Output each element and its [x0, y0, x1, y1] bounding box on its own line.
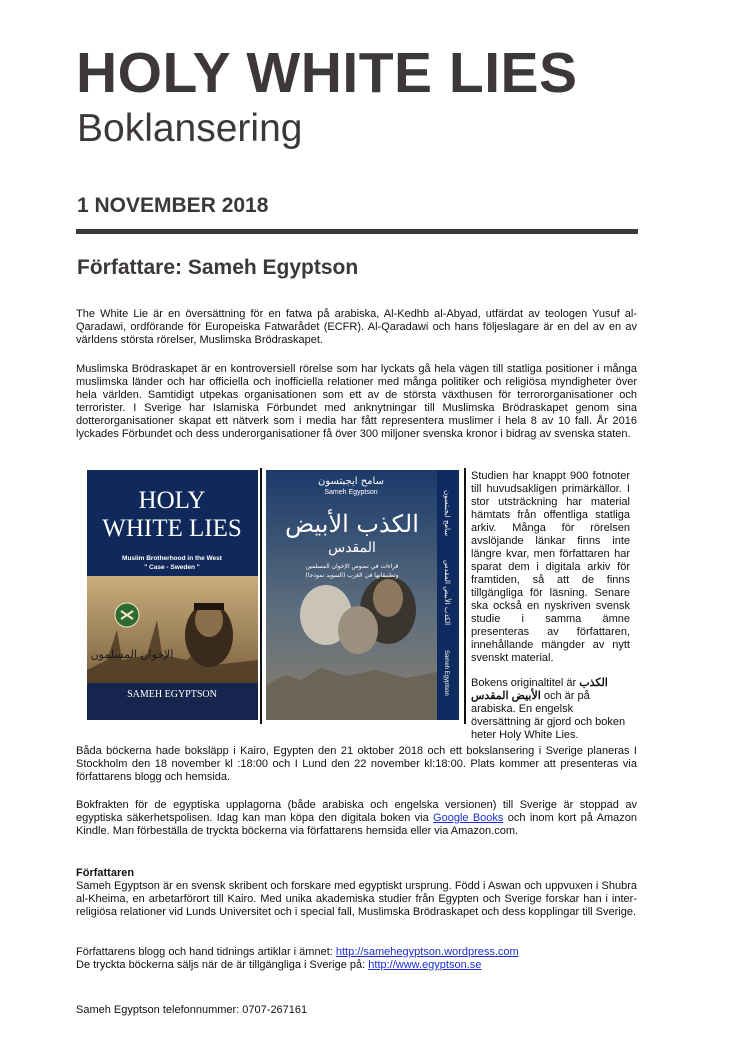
- intro-paragraph: The White Lie är en översättning för en fatwa på arabiska, Al-Kedhb al-Abyad, utfärdat av teologen Yusuf al-Qaradawi, ordförande för Europeiska Fatwarådet (ECFR). Al-Qaradawi och hans följeslagare är en del av en av världens största rörelser, Muslimska Brödraskapet.: [76, 308, 637, 346]
- cover-ar-spine-author: Sameh Egyptson: [443, 650, 449, 696]
- book-cover-english: [87, 470, 258, 720]
- shipping-paragraph: [76, 799, 637, 838]
- phone-number: Sameh Egyptson telefonnummer: 0707-267161: [76, 1004, 308, 1016]
- original-title-paragraph: [471, 677, 630, 742]
- column-divider-left: [260, 468, 262, 724]
- cover-ar-author-ar: سامح ايجبتسون: [318, 476, 384, 487]
- author-heading: Författare: Sameh Egyptson: [77, 256, 359, 279]
- cover-en-author: SAMEH EGYPTSON: [127, 689, 217, 700]
- original-title-rest: och är på arabiska. En engelsk översättning är gjord och boken heter Holy White Lies.: [471, 690, 626, 741]
- column-divider-right: [464, 468, 466, 724]
- links-block: [76, 946, 637, 972]
- footnotes-paragraph: Studien har knappt 900 fotnoter till huvudsakligen primärkällor. I stor utsträckning har material hämtats från offentliga statliga arkiv. Många för rörelsen avslöjande länkar finns inte längre kvar, men författaren har sparat dem i digitala arkiv för framtiden, så att de finns tillgängliga för läsning. Senare ska också en nyskriven svensk studie i samma ämne presenteras av författaren, innehållande mängder av nytt svenskt material.: [471, 470, 630, 664]
- launch-paragraph: Båda böckerna hade boksläpp i Kairo, Egypten den 21 oktober 2018 och ett bokslansering i Sverige planeras I Stockholm den 18 november kl :18:00 och I Lund den 22 november kl:18:00. Plats kommer att presenteras via författarens blogg och hemsida.: [76, 745, 637, 783]
- original-title-arabic: الكذب الأبيض المقدس: [471, 677, 608, 702]
- blog-link[interactable]: http://samehegyptson.wordpress.com: [335, 946, 519, 958]
- cover-ar-spine-top: سامح ايجبتسون: [443, 490, 451, 537]
- release-date: 1 NOVEMBER 2018: [77, 194, 269, 217]
- book-cover-arabic: [266, 470, 459, 720]
- shipping-text-after: och inom kort på Amazon Kindle. Man förbeställa de tryckta böckerna via författarens hemsida eller via Amazon.com.: [76, 812, 637, 837]
- page-title: HOLY WHITE LIES: [76, 41, 578, 105]
- cover-en-arabic-label: الإخوان المسلمون: [90, 648, 174, 661]
- cover-ar-title: الكذب الأبيض: [285, 510, 419, 538]
- cover-ar-subtitle2: وتطبيقاتها في الغرب (السويد نموذجا): [305, 572, 399, 579]
- cover-ar-author-en: Sameh Egyptson: [324, 489, 378, 496]
- header-divider: [76, 229, 638, 234]
- cover-en-tagline2: " Case - Sweden ": [144, 564, 200, 571]
- cover-ar-title2: المقدس: [328, 540, 376, 556]
- blog-label: Författarens blogg och hand tidnings artiklar i ämnet:: [76, 946, 336, 958]
- cover-en-title-line1: HOLY: [138, 487, 206, 514]
- shop-link[interactable]: http://www.egyptson.se: [368, 959, 482, 971]
- brotherhood-paragraph: Muslimska Brödraskapet är en kontroversiell rörelse som har lyckats gå hela vägen till statliga positioner i många muslimska länder och har officiella och inofficiella relationer med många politiker och religiösa myndigheter över hela världen. Samtidigt utpekas organisationen som ett av de största växthusen för terrororganisationer och terrorister. I Sverige har Islamiska Förbundet med anknytningar till Muslimska Brödraskapet genom sina dotterorganisationer skapat ett nätverk som i media har fått representera muslimer i hela 8 av 10 fall. År 2016 lyckades Förbundet och dess underorganisationer få över 300 miljoner svenska kronor i bidrag av svenska staten.: [76, 363, 637, 440]
- google-books-link[interactable]: Google Books: [433, 812, 504, 824]
- cover-en-title-line2: WHITE LIES: [102, 515, 242, 542]
- original-title-intro: Bokens originaltitel är: [471, 677, 580, 689]
- cover-ar-subtitle1: قراءات في نصوص الإخوان المسلمين: [305, 563, 399, 570]
- book-cover-arabic-art: [266, 470, 459, 720]
- cover-ar-spine-title: الكذب الأبيض المقدس: [443, 560, 451, 626]
- author-bio-paragraph: Sameh Egyptson är en svensk skribent och forskare med egyptiskt ursprung. Född i Aswan och uppvuxen i Shubra al-Kheima, en arbetarförort till Kairo. Med unika akademiska studier från Egypten och Sverige forskar han i inter-religiösa relationer vid Lunds Universitet och i special fall, Muslimska Brödraskapet och dess kopplingar till Sverige.: [76, 880, 637, 918]
- author-section-label: Författaren: [76, 867, 135, 879]
- book-cover-english-art: [87, 470, 258, 720]
- page-subtitle: Boklansering: [77, 107, 303, 150]
- shop-label: De tryckta böckerna säljs när de är tillgängliga i Sverige på:: [76, 959, 369, 971]
- shipping-text-before: Bokfrakten för de egyptiska upplagorna (både arabiska och engelska versionen) till Sverige är stoppad av egyptiska säkerhetspolisen. Idag kan man köpa den digitala boken via: [76, 799, 637, 824]
- cover-en-tagline1: Muslim Brotherhood in the West: [122, 555, 222, 562]
